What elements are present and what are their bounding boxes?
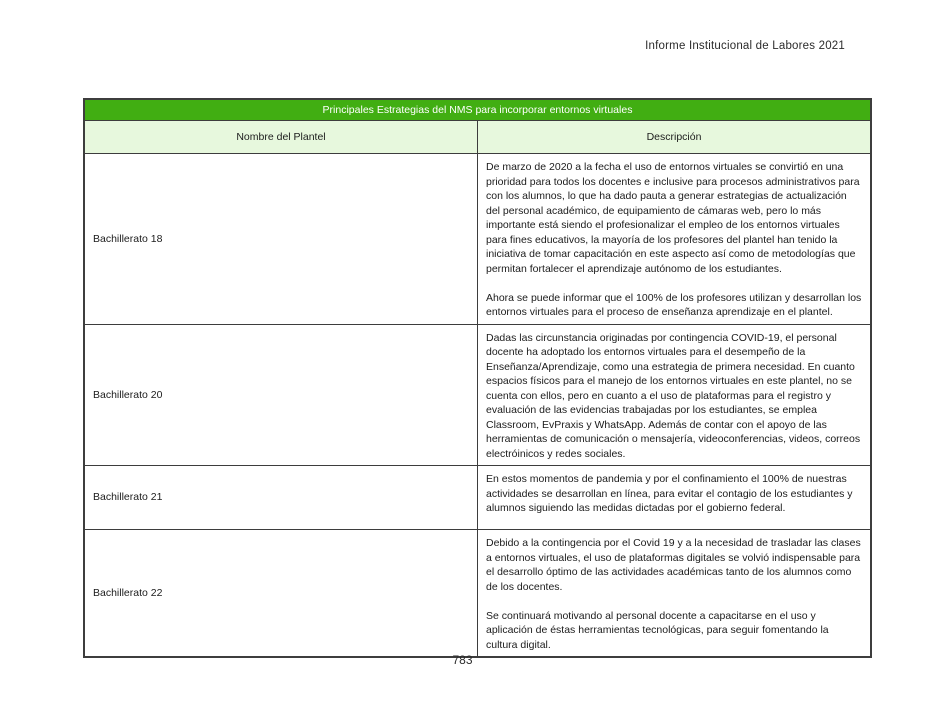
table-column-header-row <box>84 121 871 154</box>
table-row <box>84 466 871 530</box>
description-paragraph: Dadas las circunstancia originadas por contingencia COVID-19, el personal docente ha adoptado los entornos virtuales para el desempeño de la Enseñanza/Aprendizaje, como una estrategia de primera necesidad. En cuanto espacios físicos para el manejo de los entornos virtuales en este plantel, no se cuenta con ellos, pero en cuanto a el uso de plataformas para el registro y evaluación de las evidencias trabajadas por los estudiantes, se emplea Classroom, EvPraxis y WhatsApp. Además de contar con el apoyo de las herramientas de comunicación o mensajería, videoconferencias, videos, correos electróinicos y redes sociales. <box>486 331 861 460</box>
description-paragraph: Se continuará motivando al personal docente a capacitarse en el uso y aplicación de éstas herramientas tecnológicas, para seguir fomentando la cultura digital. <box>486 609 829 651</box>
report-title-header: Informe Institucional de Labores 2021 <box>645 40 845 52</box>
description-paragraph: En estos momentos de pandemia y por el confinamiento el 100% de nuestras actividades se desarrollan en línea, para evitar el contagio de los estudiantes y alumnos siguiendo las medidas dictadas por el gobierno federal. <box>486 473 853 514</box>
descripcion-cell <box>478 324 872 466</box>
table-row <box>84 154 871 325</box>
plantel-name-cell: Bachillerato 18 <box>84 154 478 325</box>
column-header-nombre-del-plantel: Nombre del Plantel <box>84 121 478 154</box>
descripcion-cell <box>478 154 872 325</box>
table-row <box>84 530 871 658</box>
table-body <box>84 154 871 658</box>
page-number: 783 <box>452 653 473 667</box>
table-title: Principales Estrategias del NMS para incorporar entornos virtuales <box>84 99 871 121</box>
strategies-table <box>83 98 872 658</box>
description-paragraph: Ahora se puede informar que el 100% de los profesores utilizan y desarrollan los entornos virtuales para el proceso de enseñanza aprendizaje en el plantel. <box>486 291 862 318</box>
plantel-name-cell: Bachillerato 21 <box>84 466 478 530</box>
table-title-row <box>84 99 871 121</box>
description-paragraph: Debido a la contingencia por el Covid 19 y a la necesidad de trasladar las clases a entornos virtuales, el uso de plataformas digitales se volvió indispensable para el desarrollo óptimo de las actividades académicas tanto de los alumnos como de los docentes. <box>486 537 861 593</box>
description-paragraph: De marzo de 2020 a la fecha el uso de entornos virtuales se convirtió en una prioridad para todos los docentes e inclusive para procesos administrativos para con los alumnos, lo que ha dado pauta a generar estrategias de actualización del personal académico, de equipamiento de cámaras web, pero lo más importante está siendo el profesionalizar el empleo de los entornos virtuales para fines educativos, la mayoría de los profesores del plantel han tenido la iniciativa de tomar capacitación en este aspecto así como de metodologías que permitan fortalecer el aprendizaje autónomo de los estudiantes. <box>486 161 860 275</box>
table-row <box>84 324 871 466</box>
plantel-name-cell: Bachillerato 22 <box>84 530 478 658</box>
column-header-descripcion: Descripción <box>478 121 872 154</box>
plantel-name-cell: Bachillerato 20 <box>84 324 478 466</box>
descripcion-cell <box>478 466 872 530</box>
descripcion-cell <box>478 530 872 658</box>
